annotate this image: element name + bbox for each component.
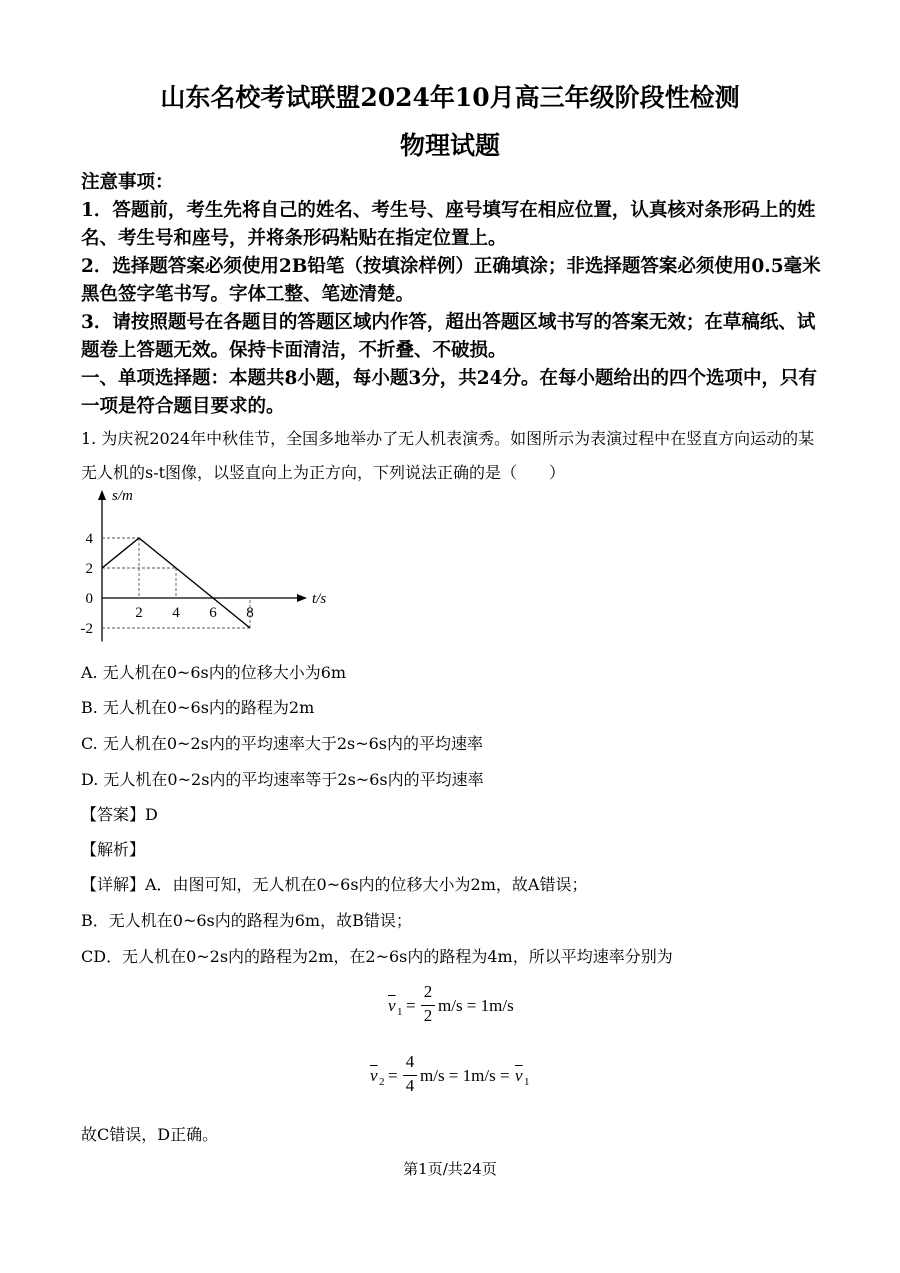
st-graph [78, 484, 348, 656]
x-axis-arrow [297, 594, 307, 602]
page-title: 山东名校考试联盟2024年10月高三年级阶段性检测 [160, 83, 740, 112]
detail-line: 【详解】A．由图可知，无人机在0~6s内的位移大小为2m，故A错误； [81, 875, 588, 894]
y-tick-label: 0 [85, 591, 93, 607]
detail-line: CD．无人机在0~2s内的路程为2m，在2~6s内的路程为4m，所以平均速率分别为 [81, 947, 673, 966]
x-tick-label: 6 [209, 605, 217, 621]
eq2-rest: m/s = 1m/s = [420, 1066, 510, 1085]
question-stem: 1. 为庆祝2024年中秋佳节，全国多地举办了无人机表演秀。如图所示为表演过程中在竖直方向运动的某 [81, 429, 815, 448]
section-heading-cont: 一项是符合题目要求的。 [81, 396, 285, 417]
answer-label: 【答案】D [81, 805, 158, 824]
notice-line: 2．选择题答案必须使用2B铅笔（按填涂样例）正确填涂；非选择题答案必须使用0.5毫米 [81, 256, 821, 277]
notice-line: 3．请按照题号在各题目的答题区域内作答，超出答题区域书写的答案无效；在草稿纸、试 [81, 312, 816, 333]
eq2-rhs: $\overline{v}$ [515, 1066, 523, 1085]
page-number: 第1页/共24页 [403, 1160, 497, 1178]
eq2-lhs: $\overline{v}$ [370, 1066, 378, 1085]
notice-line: 题卷上答题无效。保持卡面清洁，不折叠、不破损。 [81, 340, 507, 361]
x-tick-label: 8 [246, 605, 254, 621]
option-b: B. 无人机在0~6s内的路程为2m [81, 698, 315, 717]
notice-line: 1．答题前，考生先将自己的姓名、考生号、座号填写在相应位置，认真核对条形码上的姓 [81, 200, 816, 221]
x-tick-label: 4 [172, 605, 180, 621]
eq1-lhs-sub: 1 [397, 1006, 403, 1018]
analysis-label: 【解析】 [81, 840, 146, 859]
conclusion: 故C错误，D正确。 [81, 1125, 219, 1144]
eq1-denominator: 2 [423, 1006, 433, 1025]
y-tick-label: -2 [80, 621, 93, 637]
notice-line: 黑色签字笔书写。字体工整、笔迹清楚。 [81, 284, 415, 305]
option-a: A. 无人机在0~6s内的位移大小为6m [81, 663, 347, 682]
eq1-rest: m/s = 1m/s [438, 996, 514, 1015]
eq1-numerator: 2 [423, 982, 433, 1001]
option-d: D. 无人机在0~2s内的平均速率等于2s~6s内的平均速率 [81, 770, 484, 789]
x-axis-label: t/s [312, 591, 327, 607]
eq1-lhs: $\overline{v}$ [388, 996, 396, 1015]
eq2-lhs-sub: 2 [379, 1076, 385, 1088]
eq2-denominator: 4 [405, 1076, 415, 1095]
y-tick-label: 4 [85, 531, 93, 547]
option-c: C. 无人机在0~2s内的平均速率大于2s~6s内的平均速率 [81, 734, 484, 753]
eq2-rhs-sub: 1 [524, 1076, 530, 1088]
eq2-numerator: 4 [405, 1052, 415, 1071]
paper-subtitle: 物理试题 [399, 131, 500, 160]
notice-heading: 注意事项： [81, 172, 174, 193]
y-axis-label: s/m [112, 488, 133, 504]
section-heading: 一、单项选择题：本题共8小题，每小题3分，共24分。在每小题给出的四个选项中，只有 [81, 368, 817, 389]
y-tick-label: 2 [85, 561, 93, 577]
notice-line: 名、考生号和座号，并将条形码粘贴在指定位置上。 [81, 228, 507, 249]
detail-line: B．无人机在0~6s内的路程为6m，故B错误； [81, 911, 412, 930]
y-axis-arrow [98, 490, 106, 500]
x-tick-label: 2 [135, 605, 143, 621]
question-stem-cont: 无人机的s-t图像，以竖直向上为正方向，下列说法正确的是（ ） [81, 463, 566, 482]
